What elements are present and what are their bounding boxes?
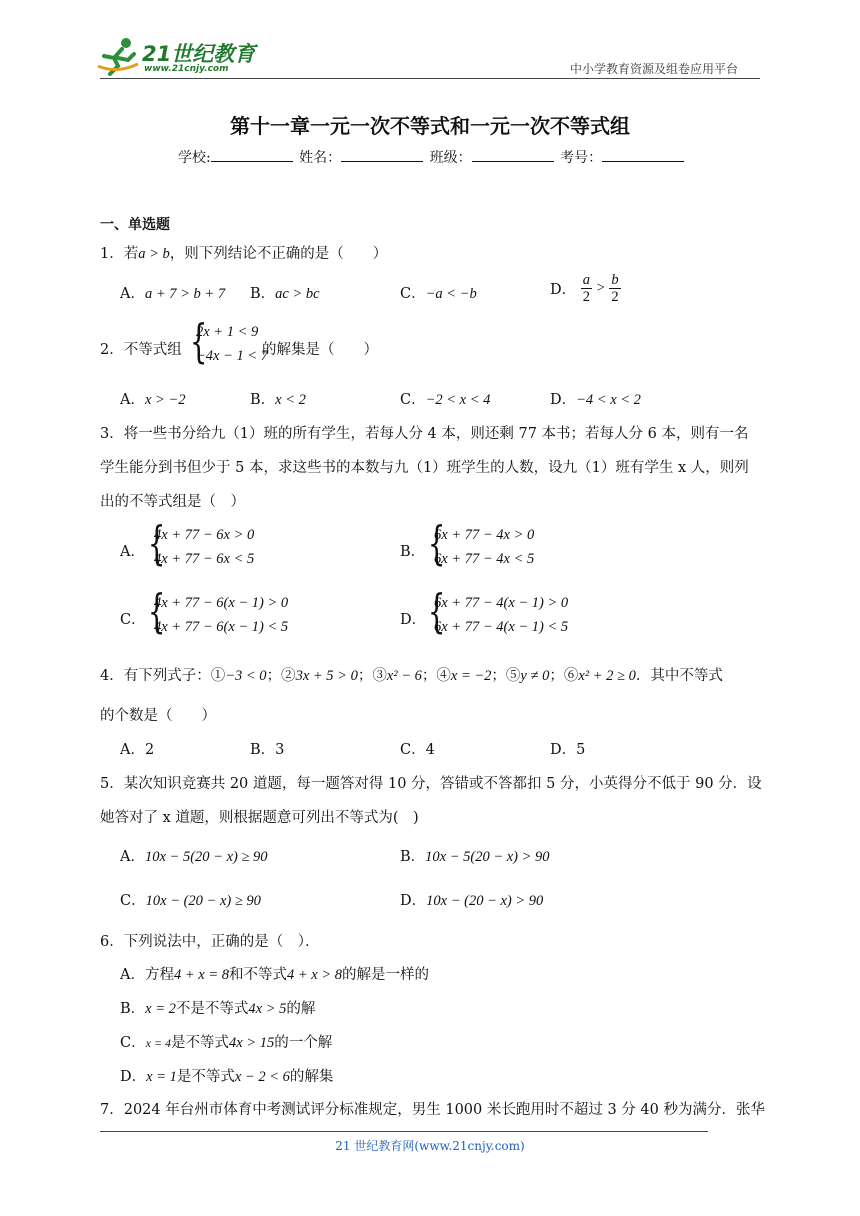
school-label: 学校: bbox=[178, 150, 211, 166]
class-label: 班级： bbox=[429, 150, 472, 166]
header-rule bbox=[100, 78, 760, 79]
fraction-a-over-2 bbox=[581, 272, 592, 305]
q4-option-b[interactable]: B．3 bbox=[250, 742, 285, 758]
q2-inequality-2: −4x − 1 < 7 bbox=[196, 348, 269, 364]
option-expr: 4x > 15 bbox=[229, 1035, 275, 1051]
q3-option-d-letter[interactable]: D． bbox=[400, 612, 427, 628]
option-prefix: A．方程 bbox=[120, 967, 174, 983]
option-mid: 和不等式 bbox=[229, 967, 287, 983]
q3-option-b-letter[interactable]: B． bbox=[400, 544, 426, 560]
section-heading: 一、单选题 bbox=[100, 217, 170, 233]
gt-sign: > bbox=[596, 280, 605, 296]
denominator: 2 bbox=[611, 289, 619, 305]
option-letter: A． bbox=[120, 849, 145, 865]
option-expr: 4 + x > 8 bbox=[287, 967, 343, 983]
q1-option-b[interactable] bbox=[250, 282, 320, 303]
logo-text: 21世纪教育 bbox=[142, 42, 256, 66]
option-expr: x = 1 bbox=[146, 1069, 177, 1085]
logo bbox=[96, 36, 266, 78]
numerator: b bbox=[611, 272, 619, 288]
option-letter: A． bbox=[120, 286, 145, 302]
name-label: 姓名： bbox=[299, 150, 342, 166]
q4-expr-3: x² − 6 bbox=[386, 668, 422, 684]
option-expr: x = 4 bbox=[145, 1036, 172, 1050]
number-field[interactable] bbox=[602, 147, 684, 162]
q3-b-ineq-2: 6x + 77 − 4x < 5 bbox=[434, 551, 535, 567]
option-expr: 10x − 5(20 − x) > 90 bbox=[425, 849, 550, 865]
denominator: 2 bbox=[582, 289, 590, 305]
runner-logo-icon bbox=[96, 36, 140, 76]
q4-expr-5: y ≠ 0 bbox=[520, 668, 550, 684]
school-field[interactable] bbox=[211, 147, 293, 162]
option-prefix: D． bbox=[120, 1069, 147, 1085]
q7-stem-line-1: 7．2024 年台州市体育中考测试评分标准规定，男生 1000 米长跑用时不超过 3 分 40 秒为满分．张华 bbox=[100, 1102, 765, 1118]
q2-option-a[interactable] bbox=[120, 388, 186, 409]
q4-sep: ；③ bbox=[357, 668, 387, 684]
q4-pre: 4．有下列式子：① bbox=[100, 668, 226, 684]
option-expr: x > −2 bbox=[144, 392, 186, 408]
class-field[interactable] bbox=[472, 147, 554, 162]
q4-option-c[interactable]: C．4 bbox=[400, 742, 435, 758]
option-mid: 是不等式 bbox=[171, 1035, 230, 1051]
option-letter: C． bbox=[400, 286, 426, 302]
left-brace: { bbox=[147, 584, 166, 638]
option-suffix: 的一个解 bbox=[274, 1035, 333, 1051]
q5-option-c[interactable] bbox=[120, 889, 261, 910]
option-letter: D． bbox=[550, 282, 577, 298]
platform-name: 中小学教育资源及组卷应用平台 bbox=[570, 62, 739, 76]
option-letter: D． bbox=[550, 392, 577, 408]
q1-option-a[interactable] bbox=[120, 282, 225, 303]
q4-sep: ；⑤ bbox=[491, 668, 521, 684]
left-brace: { bbox=[147, 516, 166, 570]
q3-option-c-letter[interactable]: C． bbox=[120, 612, 146, 628]
option-expr: −a < −b bbox=[425, 286, 477, 302]
q3-d-ineq-1: 6x + 77 − 4(x − 1) > 0 bbox=[434, 595, 569, 611]
footer-text: 21 世纪教育网(www.21cnjy.com) bbox=[335, 1139, 525, 1153]
option-expr: 4x > 5 bbox=[248, 1001, 287, 1017]
option-letter: B． bbox=[250, 392, 276, 408]
q3-option-a-letter[interactable]: A． bbox=[120, 544, 145, 560]
q5-option-a[interactable] bbox=[120, 845, 268, 866]
left-brace: { bbox=[427, 516, 446, 570]
numerator: a bbox=[582, 272, 590, 288]
option-letter: B． bbox=[400, 849, 426, 865]
q3-b-ineq-1: 6x + 77 − 4x > 0 bbox=[434, 527, 535, 543]
q4-option-d[interactable]: D．5 bbox=[550, 742, 586, 758]
question-2-prefix: 2．不等式组 bbox=[100, 342, 182, 358]
option-expr: x = 2 bbox=[145, 1001, 176, 1017]
option-prefix: C． bbox=[120, 1035, 146, 1051]
q1-option-c[interactable] bbox=[400, 282, 477, 303]
q2-inequality-1: 2x + 1 < 9 bbox=[196, 324, 259, 340]
option-mid: 是不等式 bbox=[176, 1069, 235, 1085]
q5-stem-line-2: 她答对了 x 道题，则根据题意可列出不等式为( ) bbox=[100, 810, 419, 826]
option-expr: x − 2 < 6 bbox=[234, 1069, 290, 1085]
q1-post: ，则下列结论不正确的是（ ） bbox=[169, 246, 388, 262]
logo-url: www.21cnjy.com bbox=[144, 64, 229, 74]
option-expr: 4 + x = 8 bbox=[173, 967, 229, 983]
left-brace: { bbox=[189, 314, 208, 368]
option-expr: x < 2 bbox=[275, 392, 306, 408]
question-6-stem: 6．下列说法中，正确的是（ ）． bbox=[100, 934, 320, 950]
question-1-stem bbox=[100, 242, 387, 263]
q3-c-ineq-2: 4x + 77 − 6(x − 1) < 5 bbox=[154, 619, 289, 635]
option-expr: 10x − 5(20 − x) ≥ 90 bbox=[144, 849, 268, 865]
page-title: 第十一章一元一次不等式和一元一次不等式组 bbox=[230, 114, 630, 138]
q4-expr-4: x = −2 bbox=[450, 668, 492, 684]
option-letter: C． bbox=[400, 392, 426, 408]
option-letter: D． bbox=[400, 893, 427, 909]
q3-a-ineq-2: 4x + 77 − 6x < 5 bbox=[154, 551, 255, 567]
q2-option-b[interactable] bbox=[250, 388, 306, 409]
q6-option-a[interactable] bbox=[120, 963, 429, 984]
q1-option-d[interactable] bbox=[550, 272, 621, 305]
option-prefix: B． bbox=[120, 1001, 146, 1017]
fraction-b-over-2 bbox=[609, 272, 620, 305]
q4-stem-line-2: 的个数是（ ） bbox=[100, 708, 216, 724]
q4-post: ．其中不等式 bbox=[635, 668, 723, 684]
q3-stem-line-1: 3．将一些书分给九（1）班的所有学生，若每人分 4 本，则还剩 77 本书；若每人分 6 本，则有一名 bbox=[100, 426, 749, 442]
number-label: 考号： bbox=[560, 150, 603, 166]
q4-option-a[interactable]: A．2 bbox=[120, 742, 155, 758]
option-expr: 10x − (20 − x) ≥ 90 bbox=[145, 893, 261, 909]
question-4-stem bbox=[100, 664, 723, 685]
name-field[interactable] bbox=[341, 147, 423, 162]
q5-option-b[interactable] bbox=[400, 845, 550, 866]
q4-sep: ；② bbox=[266, 668, 296, 684]
question-2-suffix: 的解集是（ ） bbox=[262, 342, 378, 358]
option-letter: A． bbox=[120, 392, 145, 408]
option-expr: −2 < x < 4 bbox=[425, 392, 491, 408]
q6-option-b[interactable] bbox=[120, 997, 315, 1018]
option-expr: a + 7 > b + 7 bbox=[144, 286, 226, 302]
q3-a-ineq-1: 4x + 77 − 6x > 0 bbox=[154, 527, 255, 543]
q2-option-c[interactable] bbox=[400, 388, 490, 409]
q4-expr-2: 3x + 5 > 0 bbox=[295, 668, 358, 684]
q4-expr-1: −3 < 0 bbox=[225, 668, 267, 684]
option-letter: B． bbox=[250, 286, 276, 302]
option-expr: ac > bc bbox=[275, 286, 320, 302]
q3-stem-line-2: 学生能分到书但少于 5 本，求这些书的本数与九（1）班学生的人数，设九（1）班有学生 x 人，则列 bbox=[100, 460, 749, 476]
q5-stem-line-1: 5．某次知识竞赛共 20 道题，每一题答对得 10 分，答错或不答都扣 5 分，小英得分不低于 90 分．设 bbox=[100, 776, 762, 792]
info-line bbox=[178, 147, 686, 167]
q2-option-d[interactable] bbox=[550, 388, 641, 409]
footer-rule bbox=[100, 1131, 708, 1132]
q4-sep: ；⑥ bbox=[549, 668, 579, 684]
q3-c-ineq-1: 4x + 77 − 6(x − 1) > 0 bbox=[154, 595, 289, 611]
option-mid: 不是不等式 bbox=[175, 1001, 249, 1017]
q3-d-ineq-2: 6x + 77 − 4(x − 1) < 5 bbox=[434, 619, 569, 635]
option-suffix: 的解 bbox=[286, 1001, 316, 1017]
option-suffix: 的解集 bbox=[289, 1069, 334, 1085]
option-letter: C． bbox=[120, 893, 146, 909]
q4-expr-6: x² + 2 ≥ 0 bbox=[578, 668, 636, 684]
option-expr: −4 < x < 2 bbox=[576, 392, 641, 408]
option-expr: 10x − (20 − x) > 90 bbox=[426, 893, 544, 909]
q5-option-d[interactable] bbox=[400, 889, 543, 910]
q3-stem-line-3: 出的不等式组是（ ） bbox=[100, 494, 245, 510]
q6-option-d[interactable] bbox=[120, 1065, 333, 1086]
left-brace: { bbox=[427, 584, 446, 638]
q4-sep: ；④ bbox=[421, 668, 451, 684]
q6-option-c[interactable] bbox=[120, 1031, 332, 1052]
q1-condition: a > b bbox=[138, 246, 170, 262]
q1-pre: 1．若 bbox=[100, 246, 139, 262]
option-suffix: 的解是一样的 bbox=[342, 967, 430, 983]
